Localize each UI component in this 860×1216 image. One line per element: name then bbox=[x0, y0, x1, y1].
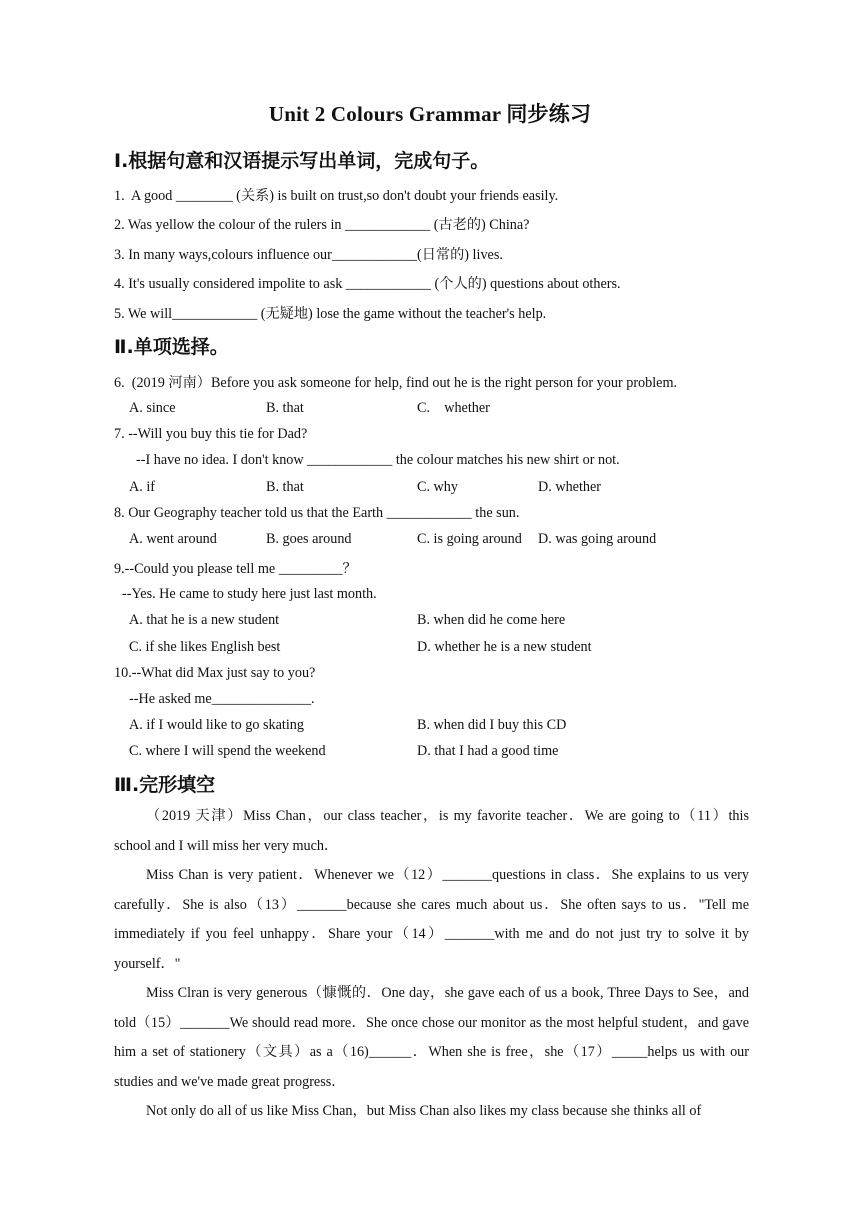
question-9-option-a: A. that he is a new student bbox=[129, 612, 280, 628]
question-6-stem: 6. (2019 河南）Before you ask someone for help, find out he is the right person for your problem. bbox=[114, 375, 678, 391]
question-6-option-c: C. whether bbox=[417, 400, 490, 416]
question-10-option-c: C. where I will spend the weekend bbox=[129, 743, 326, 759]
question-3: 3. In many ways,colours influence our____________(日常的) lives. bbox=[114, 247, 503, 263]
question-9-option-d: D. whether he is a new student bbox=[417, 639, 592, 655]
question-6-option-a: A. since bbox=[129, 400, 176, 416]
question-9-stem: 9.--Could you please tell me _________？ bbox=[114, 561, 357, 577]
question-10-option-b: B. when did I buy this CD bbox=[417, 717, 567, 733]
question-7-option-b: B. that bbox=[266, 479, 304, 495]
cloze-paragraph-2: Miss Chan is very patient．Whenever we（12）_______questions in class．She explains to us very carefully．She is also（13）_______because she cares much about us．She often says to us．"Tell me immediately if you feel unhappy．Share your（14）_______with me and do not just try to solve it by yourself．" bbox=[114, 867, 749, 972]
question-8-option-a: A. went around bbox=[129, 531, 217, 547]
question-9-option-b: B. when did he come here bbox=[417, 612, 566, 628]
section-3-heading: Ⅲ.完形填空 bbox=[114, 774, 216, 796]
question-2: 2. Was yellow the colour of the rulers in ____________ (古老的) China? bbox=[114, 217, 530, 233]
question-7-option-d: D. whether bbox=[538, 479, 602, 495]
cloze-paragraph-1: （2019 天津）Miss Chan，our class teacher，is my favorite teacher．We are going to（11）this school and I will miss her very much． bbox=[114, 808, 749, 854]
question-7-option-c: C. why bbox=[417, 479, 458, 495]
question-5: 5. We will____________ (无疑地) lose the game without the teacher's help. bbox=[114, 306, 547, 322]
question-1: 1. A good ________ (关系) is built on trust,so don't doubt your friends easily. bbox=[114, 188, 559, 204]
question-7-stem: 7. --Will you buy this tie for Dad? bbox=[114, 426, 308, 442]
question-8-option-c: C. is going around bbox=[417, 531, 522, 547]
question-10-stem: 10.--What did Max just say to you? bbox=[114, 665, 316, 681]
question-8-stem: 8. Our Geography teacher told us that the Earth ____________ the sun. bbox=[114, 505, 520, 521]
question-4: 4. It's usually considered impolite to ask ____________ (个人的) questions about others. bbox=[114, 276, 621, 292]
cloze-paragraph-3: Miss Clran is very generous（慷慨的．One day，she gave each of us a book, Three Days to See，and told（15）_______We should read more．She once chose our monitor as the most helpful student，and gave him a set of stationery（文具）as a（16)______．When she is free，she（17）_____helps us with our studies and we've made great progress． bbox=[114, 985, 749, 1090]
question-9-option-c: C. if she likes English best bbox=[129, 639, 281, 655]
question-7-reply: --I have no idea. I don't know ____________ the colour matches his new shirt or not. bbox=[136, 452, 620, 468]
question-10-option-d: D. that I had a good time bbox=[417, 743, 559, 759]
question-8-option-b: B. goes around bbox=[266, 531, 352, 547]
question-6-option-b: B. that bbox=[266, 400, 304, 416]
question-8-option-d: D. was going around bbox=[538, 531, 657, 547]
question-10-option-a: A. if I would like to go skating bbox=[129, 717, 304, 733]
section-2-heading: Ⅱ.单项选择。 bbox=[114, 336, 229, 358]
cloze-paragraph-4: Not only do all of us like Miss Chan，but Miss Chan also likes my class because she thinks all of bbox=[146, 1103, 702, 1119]
section-1-heading: Ⅰ.根据句意和汉语提示写出单词，完成句子。 bbox=[114, 150, 490, 172]
question-10-reply: --He asked me______________. bbox=[129, 691, 315, 707]
page-title: Unit 2 Colours Grammar 同步练习 bbox=[268, 102, 592, 126]
question-9-reply: --Yes. He came to study here just last month. bbox=[122, 586, 377, 602]
question-7-option-a: A. if bbox=[129, 479, 156, 495]
